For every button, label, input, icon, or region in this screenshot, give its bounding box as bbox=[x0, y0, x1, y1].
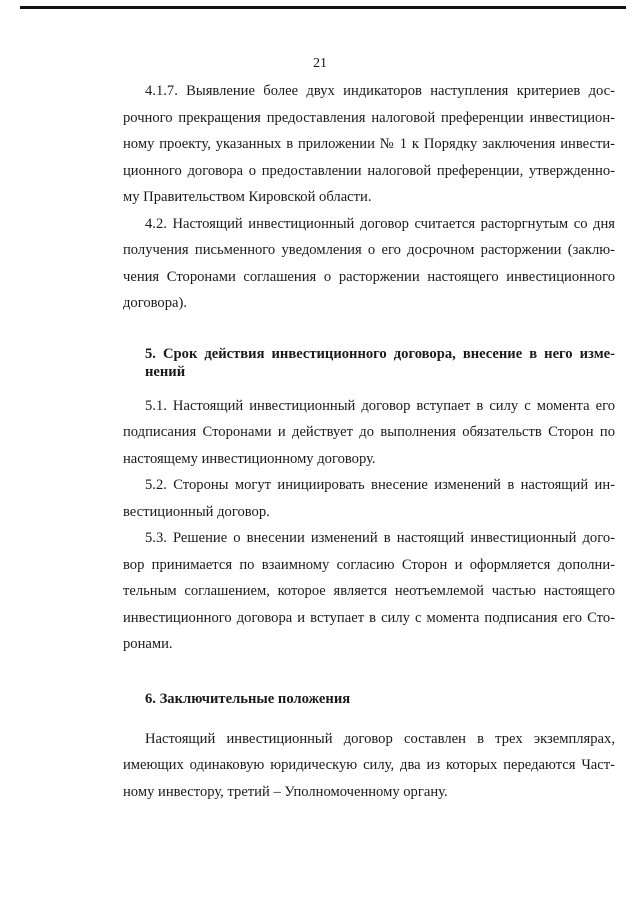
heading-line: 6. Заключительные положения bbox=[145, 690, 351, 707]
text-line: Настоящий инвестиционный договор составлен в трех экземплярах, bbox=[145, 730, 615, 747]
text-line: настоящему инвестиционному договору. bbox=[123, 450, 376, 467]
text-line: подписания Сторонами и действует до выполнения обязательств Сторон по bbox=[123, 424, 615, 440]
section-heading-5 bbox=[145, 345, 615, 381]
heading-line: 5. Срок действия инвестиционного договора, внесение в него изме- bbox=[145, 345, 615, 362]
paragraph-4-1-7 bbox=[123, 78, 615, 211]
text-line: инвестиционного договора и вступает в силу с момента подписания его Сто- bbox=[123, 609, 615, 626]
text-line: чения Сторонами соглашения о расторжении настоящего инвестиционного bbox=[123, 268, 615, 285]
section-heading-6 bbox=[145, 690, 615, 708]
paragraph-5-3 bbox=[123, 525, 615, 658]
text-line: тельным соглашением, которое является неотъемлемой частью настоящего bbox=[123, 583, 615, 599]
text-line: 5.2. Стороны могут инициировать внесение изменений в настоящий ин- bbox=[145, 477, 615, 493]
text-line: ному инвестору, третий – Уполномоченному органу. bbox=[123, 783, 448, 800]
paragraph-5-1 bbox=[123, 393, 615, 473]
text-line: вор принимается по взаимному согласию Сторон и оформляется дополни- bbox=[123, 556, 615, 573]
paragraph-5-2 bbox=[123, 472, 615, 525]
heading-line: нений bbox=[145, 363, 186, 380]
document-body bbox=[123, 78, 615, 805]
page-number: 21 bbox=[313, 56, 327, 71]
paragraph-final bbox=[123, 726, 615, 806]
top-border-rule bbox=[20, 6, 626, 9]
text-line: вестиционный договор. bbox=[123, 503, 270, 520]
text-line: 5.1. Настоящий инвестиционный договор вступает в силу с момента его bbox=[145, 397, 615, 414]
text-line: договора). bbox=[123, 295, 188, 311]
text-line: ному проекту, указанных в приложении № 1 к Порядку заключения инвести- bbox=[123, 136, 615, 152]
text-line: 4.2. Настоящий инвестиционный договор считается расторгнутым со дня bbox=[145, 215, 615, 232]
text-line: ронами. bbox=[123, 636, 173, 652]
text-line: рочного прекращения предоставления налоговой преференции инвестицион- bbox=[123, 109, 615, 126]
text-line: имеющих одинаковую юридическую силу, два из которых передаются Част- bbox=[123, 757, 615, 773]
text-line: му Правительством Кировской области. bbox=[123, 189, 372, 205]
text-line: 5.3. Решение о внесении изменений в настоящий инвестиционный дого- bbox=[145, 530, 615, 546]
paragraph-4-2 bbox=[123, 211, 615, 317]
text-line: получения письменного уведомления о его досрочном расторжении (заклю- bbox=[123, 242, 615, 258]
text-line: ционного договора о предоставлении налоговой преференции, утвержденно- bbox=[123, 162, 615, 179]
text-line: 4.1.7. Выявление более двух индикаторов наступления критериев дос- bbox=[145, 83, 615, 99]
